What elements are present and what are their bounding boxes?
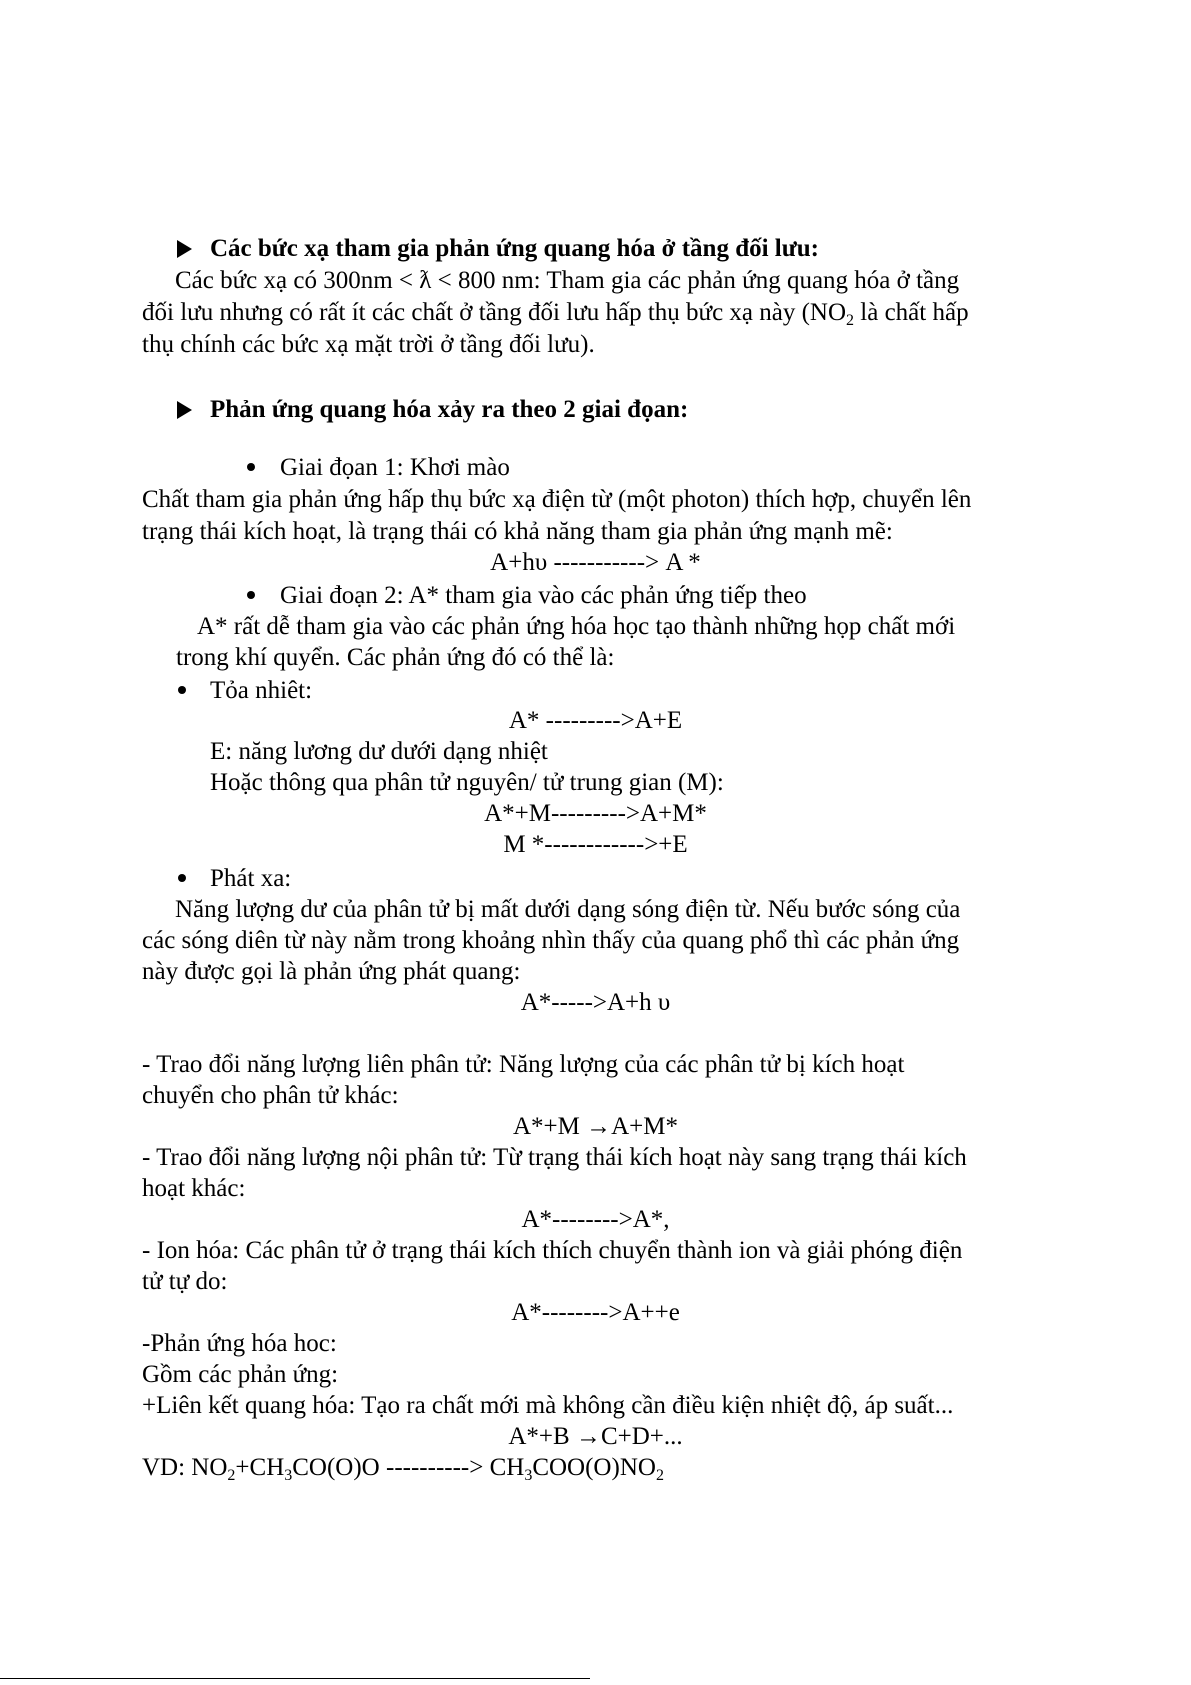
paragraph-line: đối lưu nhưng có rất ít các chất ở tầng đối lưu hấp thụ bức xạ này ($NO_2$ là chất hấp — [142, 299, 969, 329]
paragraph-line: thụ chính các bức xạ mặt trời ở tầng đối lưu). — [142, 331, 595, 358]
bullet-icon — [247, 463, 255, 471]
bullet-icon — [178, 874, 186, 882]
equation: A*+M--------->A+M* — [484, 800, 707, 827]
paragraph-line: - Trao đổi năng lượng liên phân tử: Năng lượng của các phân tử bị kích hoạt — [142, 1051, 905, 1078]
paragraph-line: E: năng lương dư dưới dạng nhiệt — [210, 738, 548, 765]
bullet-icon — [247, 591, 255, 599]
equation: A*+M →A+M* — [512, 1113, 678, 1140]
equation: M *------------>+E — [503, 831, 688, 858]
paragraph-line: +Liên kết quang hóa: Tạo ra chất mới mà không cần điều kiện nhiệt độ, áp suất... — [142, 1392, 954, 1419]
paragraph-line: trong khí quyển. Các phản ứng đó có thể là: — [176, 644, 615, 671]
footer-rule — [0, 1678, 590, 1679]
paragraph-line: Gồm các phản ứng: — [142, 1361, 339, 1388]
paragraph-line: hoạt khác: — [142, 1175, 246, 1202]
equation: A*-------->A++e — [511, 1299, 680, 1326]
paragraph-line: - Trao đổi năng lượng nội phân tử: Từ trạng thái kích hoạt này sang trạng thái kích — [142, 1144, 967, 1171]
section-heading: Phản ứng quang hóa xảy ra theo 2 giai đọan: — [210, 396, 689, 423]
paragraph-line: Năng lượng dư của phân tử bị mất dưới dạng sóng điện từ. Nếu bước sóng của — [175, 896, 961, 923]
stage-title: Giai đoạn 2: A* tham gia vào các phản ứng tiếp theo — [280, 582, 807, 609]
paragraph-line: này được gọi là phản ứng phát quang: — [142, 958, 521, 985]
arrow-bullet-icon — [177, 401, 192, 419]
paragraph-line: Chất tham gia phản ứng hấp thụ bức xạ điện từ (một photon) thích hợp, chuyển lên — [142, 486, 972, 513]
bullet-icon — [178, 686, 186, 694]
paragraph-line: trạng thái kích hoạt, là trạng thái có khả năng tham gia phản ứng mạnh mẽ: — [142, 518, 893, 545]
equation: A*-------->A*, — [521, 1206, 670, 1233]
paragraph-line: chuyển cho phân tử khác: — [142, 1082, 399, 1109]
item-title: Phát xa: — [210, 865, 292, 892]
stage-title: Giai đọan 1: Khơi mào — [280, 454, 510, 481]
example-equation: VD: $NO_2+CH_3CO(O)O$ ----------> $CH_3COO(O)NO_2$ — [142, 1454, 664, 1484]
equation: A*+B →C+D+... — [508, 1423, 683, 1450]
equation: A*----->A+h υ — [520, 989, 671, 1016]
paragraph-line: -Phản ứng hóa hoc: — [142, 1330, 337, 1357]
paragraph-line: Các bức xạ có 300nm < ƛ < 800 nm: Tham gia các phản ứng quang hóa ở tầng — [175, 267, 960, 294]
equation: A+hυ -----------> A * — [490, 549, 701, 576]
item-title: Tỏa nhiêt: — [210, 677, 313, 704]
section-heading: Các bức xạ tham gia phản ứng quang hóa ở tầng đối lưu: — [210, 235, 819, 262]
paragraph-line: tử tự do: — [142, 1268, 228, 1295]
equation: A* --------->A+E — [508, 707, 683, 734]
paragraph-line: A* rất dễ tham gia vào các phản ứng hóa học tạo thành những họp chất mới — [197, 613, 956, 640]
paragraph-line: - Ion hóa: Các phân tử ở trạng thái kích thích chuyển thành ion và giải phóng điện — [142, 1237, 963, 1264]
paragraph-line: các sóng diên từ này nằm trong khoảng nhìn thấy của quang phổ thì các phản ứng — [142, 927, 960, 954]
arrow-bullet-icon — [177, 240, 192, 258]
paragraph-line: Hoặc thông qua phân tử nguyên/ tử trung gian (M): — [210, 769, 724, 796]
